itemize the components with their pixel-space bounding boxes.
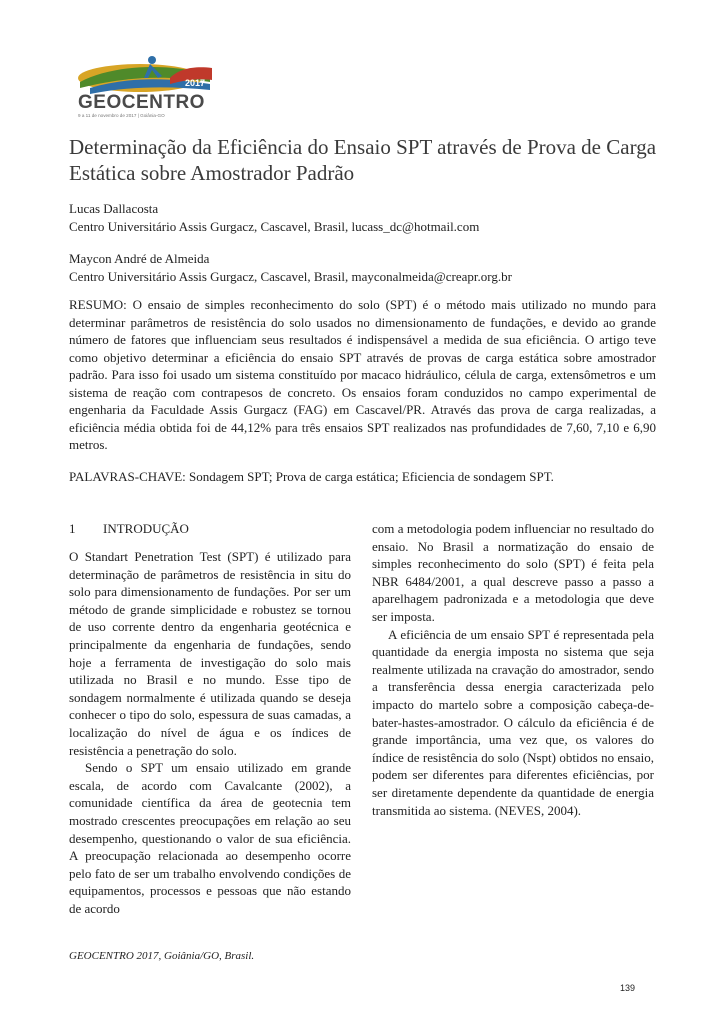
author-name: Lucas Dallacosta: [69, 201, 159, 216]
author-block-1: [69, 200, 669, 236]
abstract: RESUMO: O ensaio de simples reconhecimento do solo (SPT) é o método mais utilizado no mundo para determinar parâmetros de resistência do solo usados no dimensionamento de fundações, e devido ao grande número de fatores que influenciam seus resultados é indispensável a medida de sua eficiência. O artigo teve como objetivo determinar a eficiência do ensaio SPT através de provas de carga estática sobre amostrador padrão. Para isso foi usado um sistema constituído por macaco hidráulico, célula de carga, extensômetros e um sistema de reação com contrapesos de concreto. Os ensaios foram conduzidos no campo experimental de engenharia da Faculdade Assis Gurgacz (FAG) em Cascavel/PR. Através das prova de carga realizadas, a eficiência média obtida foi de 44,12% para três ensaios SPT realizados nas profundidades de 7,60, 7,10 e 6,90 metros.: [69, 297, 656, 452]
logo-graphic: [70, 48, 220, 98]
author-affiliation: Centro Universitário Assis Gurgacz, Cascavel, Brasil, lucass_dc@hotmail.com: [69, 219, 480, 234]
page-number: 139: [620, 983, 636, 993]
conference-logo: [70, 48, 220, 122]
keywords: PALAVRAS-CHAVE: Sondagem SPT; Prova de carga estática; Eficiencia de sondagem SPT.: [69, 469, 554, 484]
logo-year: 2017: [185, 78, 206, 88]
left-column: [69, 520, 351, 917]
paper-title: Determinação da Eficiência do Ensaio SPT através de Prova de Carga Estática sobre Amostrador Padrão: [69, 135, 657, 185]
author-name: Maycon André de Almeida: [69, 251, 210, 266]
section-number: 1: [69, 521, 76, 536]
body-paragraph: Sendo o SPT um ensaio utilizado em grande escala, de acordo com Cavalcante (2002), a comunidade científica da área de geotecnia tem mostrado crescentes preocupações em relação ao seu desempenho, questionando o valor de sua eficiência. A preocupação relacionada ao desempenho ocorre pelo fato de ser um trabalho envolvendo condições de equipamentos, processos e pessoas que não estando de acordo: [69, 760, 351, 916]
logo-wordmark: GEOCENTRO: [78, 92, 205, 113]
section-title: INTRODUÇÃO: [103, 521, 189, 536]
body-paragraph: com a metodologia podem influenciar no resultado do ensaio. No Brasil a normatização do ensaio de simples reconhecimento do solo (SPT) é feita pela NBR 6484/2001, a qual descreve passo a passo a aparelhagem padronizada e a metodologia que deve ser imposta.: [372, 521, 654, 624]
right-column: [372, 520, 654, 819]
page-footer: GEOCENTRO 2017, Goiânia/GO, Brasil.: [69, 950, 255, 962]
body-paragraph: A eficiência de um ensaio SPT é representada pela quantidade da energia imposta no sistema que seja realmente utilizada na cravação do amostrador, sendo a transferência dessa energia caracterizada pelo impacto do martelo sobre a composição cabeça-de-bater-hastes-amostrador. O cálculo da eficiência é de grande importância, uma vez que, os valores do índice de resistência do solo (Nspt) obtidos no ensaio, podem ser diferentes para diferentes eficiências, por ser diretamente dependente da quantidade de energia transmitida ao sistema. (NEVES, 2004).: [372, 626, 654, 818]
author-affiliation: Centro Universitário Assis Gurgacz, Cascavel, Brasil, mayconalmeida@creapr.org.br: [69, 269, 512, 284]
author-block-2: [69, 250, 669, 286]
logo-subtitle: 9 a 11 de novembro de 2017 | Goiânia-GO: [78, 113, 165, 118]
body-paragraph: O Standart Penetration Test (SPT) é utilizado para determinação de parâmetros de resistência in situ do solo para dimensionamento de fundações. Por ser um método de grande simplicidade e robustez se tornou de uso corrente dentro da engenharia geotécnica e principalmente da engenharia de fundações, sendo hoje a ferramenta de investigação do solo mais utilizada no Brasil e no mundo. Esse tipo de sondagem normalmente é utilizada quando se deseja conhecer o tipo do solo, espessura de suas camadas, a localização do nível de água e os índices de resistência a penetração do solo.: [69, 549, 351, 758]
section-heading: [69, 520, 351, 544]
